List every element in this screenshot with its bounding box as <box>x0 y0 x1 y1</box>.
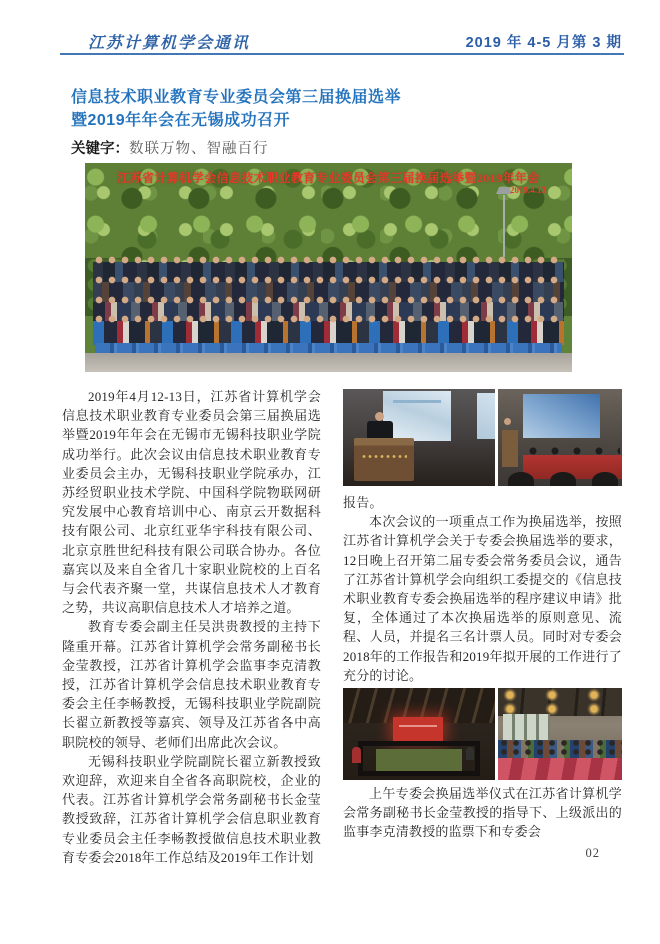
photo-banner-text: 江苏省计算机学会信息技术职业教育专业委员会第三届换届选举暨2019年年会 <box>117 171 540 185</box>
audience-silhouette <box>550 472 576 486</box>
body-column-right <box>343 389 622 863</box>
paragraph-welcome-speech: 无锡科技职业学院副院长翟立新教授致欢迎辞，欢迎来自全省各高职院校，企业的代表。江苏省计算机学会常务副秘书长金莹教授致辞，江苏省计算机学会信息职业教育专业委员会主任李畅教授做信息技术职业教育专委会2018年工作总结及2019年工作计划 <box>62 753 321 865</box>
paragraph-election-ceremony: 上午专委会换届选举仪式在江苏省计算机学会常务副秘书长金莹教授的指导下、上级派出的监事李克清教授的监票下和专委会 <box>343 786 622 840</box>
lamp-post <box>503 195 505 257</box>
keywords-value: 数联万物、智融百行 <box>129 141 269 157</box>
projection-screen <box>523 394 600 439</box>
speaker-head <box>504 418 511 425</box>
people-heads <box>93 314 564 324</box>
group-photo-image <box>85 163 572 372</box>
article-title <box>71 86 591 132</box>
plenary-room-scene <box>498 688 622 780</box>
header-rule <box>60 53 624 55</box>
photo-date-text: 2019.4.13 <box>510 185 546 195</box>
people-row-front-seated <box>93 321 564 345</box>
podium-lettering <box>361 455 407 458</box>
body-column-left <box>62 387 321 867</box>
page-number: 02 <box>585 845 600 860</box>
people-heads <box>93 275 564 285</box>
paragraph-election-work: 本次会议的一项重点工作为换届选举，按照江苏省计算机学会关于专委会换届选举的要求，12日晚上召开第二届专委会常务委员会议，通告了江苏省计算机学会向组织工委提交的《信息技术职业教育专委会换届选举的程序建议申请》批复，全体通过了本次换届选举的原则意见、流程、人员，并提名三名计票人员。同时对专委会2018年的工作报告和2019年拟开展的工作进行了充分的讨论。 <box>343 514 622 683</box>
keywords-label: 关键字： <box>71 141 129 157</box>
attendee-figure <box>466 747 474 760</box>
projection-screen-edge <box>477 393 495 440</box>
ceiling-lights <box>498 688 622 716</box>
article-title-line1: 信息技术职业教育专业委员会第三届换届选举 <box>71 89 402 106</box>
panelists <box>528 447 620 455</box>
red-led-screen <box>393 717 443 741</box>
evening-meeting-scene <box>343 688 495 780</box>
people-heads <box>93 295 564 305</box>
people-heads <box>93 255 564 265</box>
paragraph-event-overview: 2019年4月12-13日，江苏省计算机学会信息技术职业教育专业委员会第三届换届选举暨2019年年会在无锡市无锡科技职业学院成功举行。此次会议由信息技术职业教育专业委员会主办，无锡科技职业学院承办，江苏经贸职业技术学院、中国科学院物联网研究发展中心教育培训中心、南京云开数据科技有限公司、北京红亚华宇科技有限公司、北京京胜世纪科技有限公司联合协办。各位嘉宾以及来自全省几十家职业院校的上百名与会代表齐聚一堂，共谋信息技术人才教育之势，共议高职信息技术人才培养之道。 <box>62 389 321 616</box>
wooden-podium <box>354 438 415 482</box>
audience-silhouette <box>508 472 534 486</box>
paragraph-opening-guests: 教育专委会副主任吴洪贵教授的主持下隆重开幕。江苏省计算机学会常务副秘书长金莹教授，江苏省计算机学会监事李克清教授，江苏省计算机学会信息技术职业教育专委会主任李畅教授，无锡科技职业学院副院长翟立新教授等嘉宾、领导及江苏省各中高职院校的领导、老师们出席此次会议。 <box>62 619 321 750</box>
article-title-line2: 暨2019年年会在无锡成功召开 <box>71 112 291 129</box>
pavement <box>85 353 572 372</box>
issue-label: 2019 年 4-5 月第 3 期 <box>465 35 622 51</box>
audience-silhouette <box>592 472 618 486</box>
newsletter-brand: 江苏计算机学会通讯 <box>88 33 251 52</box>
podium <box>502 430 518 467</box>
panel-scene-right <box>498 389 622 486</box>
attendee-figure <box>352 747 361 763</box>
screen-text-line <box>393 400 441 403</box>
speech-scene-left <box>343 389 495 486</box>
keywords-row <box>71 137 269 158</box>
red-tablecloth <box>498 758 622 780</box>
ceremony-photo-image <box>343 389 622 486</box>
meeting-photo-image <box>343 688 622 780</box>
u-shaped-tables <box>358 741 480 776</box>
paragraph-report-continuation: 报告。 <box>343 495 383 510</box>
screen-text-line <box>399 725 437 727</box>
